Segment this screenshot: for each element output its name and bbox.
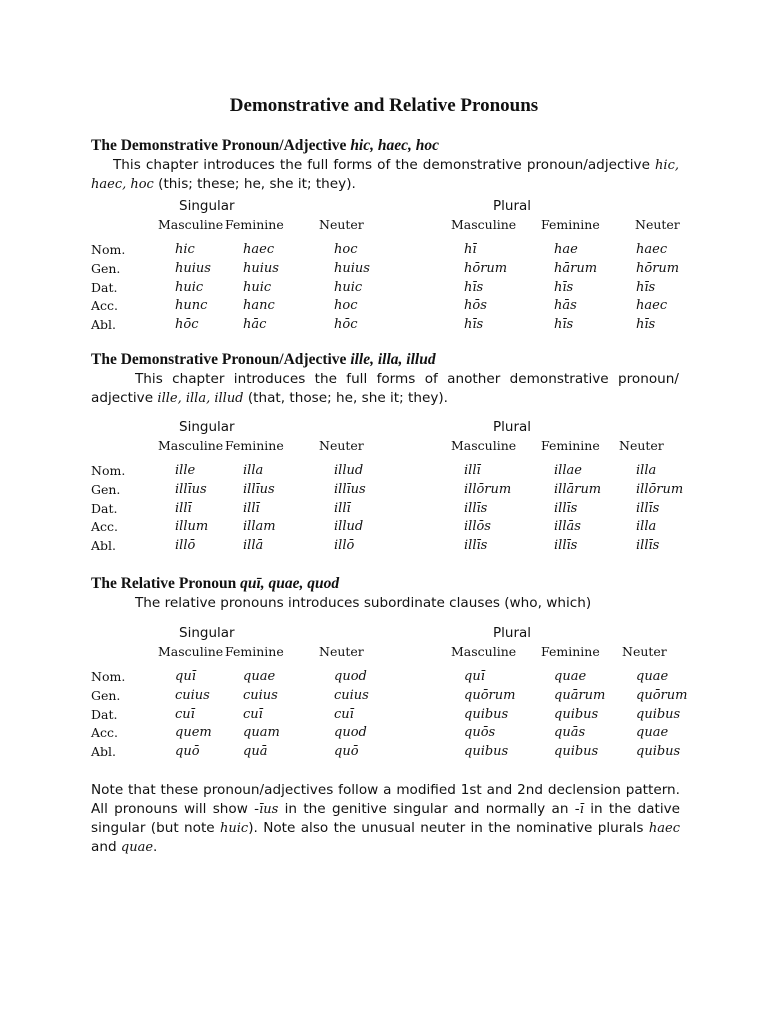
form-cell: quō: [175, 744, 200, 760]
form-cell: illud: [334, 519, 364, 535]
case-label: Abl.: [91, 744, 116, 760]
form-cell: quibus: [636, 706, 681, 722]
form-cell: hīs: [636, 317, 656, 333]
form-cell: illam: [243, 519, 276, 535]
form-cell: illa: [636, 519, 657, 535]
closing-note: Note that these pronoun/adjectives follow a modified 1st and 2nd declension pattern. All pronouns will show -īus in the genitive singular and normally an -ī in the dative singular (but note huic). Note also the unusual neuter in the nominative plurals haec and quae.: [91, 782, 681, 855]
form-cell: hoc: [334, 298, 358, 314]
form-cell: huius: [334, 260, 370, 276]
form-cell: illīs: [554, 500, 578, 516]
form-cell: quem: [175, 725, 212, 741]
form-cell: quae: [636, 725, 669, 741]
form-cell: hōc: [175, 317, 199, 333]
form-cell: illī: [175, 500, 192, 516]
section-heading: The Demonstrative Pronoun/Adjective hic, haec, hoc: [91, 137, 439, 154]
form-cell: illae: [554, 463, 582, 478]
section-intro: This chapter introduces the full forms of another demonstrative pronoun/ adjective ille, illa, illud (that, those; he, she it; they).: [91, 371, 679, 406]
case-label: Abl.: [91, 317, 116, 333]
form-cell: hīs: [554, 317, 574, 333]
form-cell: hunc: [175, 298, 208, 314]
form-cell: illī: [464, 463, 481, 478]
column-header-feminine: Feminine: [225, 217, 284, 232]
form-cell: quibus: [554, 706, 599, 722]
form-cell: haec: [636, 242, 668, 257]
section-heading: The Relative Pronoun quī, quae, quod: [91, 575, 340, 592]
column-header-masculine: Masculine: [158, 217, 224, 232]
case-label: Acc.: [91, 519, 119, 535]
page-title: Demonstrative and Relative Pronouns: [229, 95, 539, 116]
form-cell: illa: [636, 463, 657, 478]
section-qui: [91, 574, 679, 613]
form-cell: illō: [334, 538, 355, 554]
form-cell: quī: [464, 669, 485, 684]
form-cell: huic: [243, 279, 272, 295]
case-label: Dat.: [91, 706, 118, 722]
column-header-masculine: Masculine: [451, 217, 517, 232]
form-cell: huius: [175, 260, 211, 276]
form-cell: hārum: [554, 260, 598, 276]
case-label: Nom.: [91, 242, 126, 257]
column-header-masculine: Masculine: [158, 438, 224, 453]
form-cell: hōrum: [464, 260, 508, 276]
section-intro: This chapter introduces the full forms of the demonstrative pronoun/adjective hic, haec, hoc (this; these; he, she it; they).: [91, 157, 679, 192]
form-cell: quae: [636, 669, 669, 684]
plural-label: Plural: [493, 419, 532, 435]
form-cell: huic: [175, 279, 204, 295]
form-cell: illa: [243, 463, 264, 478]
case-label: Acc.: [91, 298, 119, 314]
form-cell: quae: [554, 669, 587, 684]
form-cell: hīs: [554, 279, 574, 295]
form-cell: hīs: [636, 279, 656, 295]
form-cell: huius: [243, 260, 279, 276]
form-cell: illōrum: [464, 481, 512, 497]
form-cell: quō: [334, 744, 359, 760]
form-cell: huic: [334, 279, 363, 295]
form-cell: cuius: [243, 687, 278, 703]
form-cell: hanc: [243, 298, 275, 314]
form-cell: quārum: [554, 687, 606, 703]
form-cell: cuī: [334, 706, 354, 722]
form-cell: quam: [243, 725, 280, 741]
column-header-feminine: Feminine: [225, 644, 284, 659]
case-label: Dat.: [91, 279, 118, 295]
form-cell: quibus: [464, 744, 509, 760]
form-cell: hās: [554, 298, 577, 314]
singular-label: Singular: [179, 419, 235, 435]
singular-label: Singular: [179, 625, 235, 641]
form-cell: illārum: [554, 481, 602, 497]
form-cell: illōs: [464, 519, 491, 535]
form-cell: ille: [175, 463, 196, 478]
form-cell: illīus: [334, 481, 366, 497]
column-header-neuter: Neuter: [319, 438, 364, 453]
column-header-neuter: Neuter: [619, 438, 664, 453]
form-cell: cuius: [175, 687, 210, 703]
form-cell: quae: [243, 669, 276, 684]
form-cell: cuius: [334, 687, 369, 703]
form-cell: illīs: [636, 500, 660, 516]
form-cell: illōrum: [636, 481, 684, 497]
column-header-neuter: Neuter: [635, 217, 680, 232]
form-cell: haec: [243, 242, 275, 257]
form-cell: quās: [554, 725, 586, 741]
form-cell: illās: [554, 519, 581, 535]
form-cell: illīus: [175, 481, 207, 497]
column-header-feminine: Feminine: [541, 217, 600, 232]
form-cell: illō: [175, 538, 196, 554]
section-ille: [91, 350, 679, 408]
form-cell: quibus: [464, 706, 509, 722]
column-header-feminine: Feminine: [225, 438, 284, 453]
singular-label: Singular: [179, 198, 235, 214]
section-hic: [91, 136, 679, 194]
form-cell: hic: [175, 242, 195, 257]
form-cell: illīs: [464, 538, 488, 554]
column-header-neuter: Neuter: [622, 644, 667, 659]
column-header-masculine: Masculine: [451, 644, 517, 659]
form-cell: illum: [175, 519, 209, 535]
form-cell: illīs: [464, 500, 488, 516]
form-cell: hōrum: [636, 260, 680, 276]
form-cell: quī: [175, 669, 196, 684]
form-cell: illī: [334, 500, 351, 516]
column-header-neuter: Neuter: [319, 644, 364, 659]
form-cell: quibus: [636, 744, 681, 760]
form-cell: hae: [554, 242, 578, 257]
form-cell: quōrum: [636, 687, 688, 703]
form-cell: quibus: [554, 744, 599, 760]
plural-label: Plural: [493, 625, 532, 641]
form-cell: hōc: [334, 317, 358, 333]
case-label: Gen.: [91, 687, 121, 703]
form-cell: hāc: [243, 317, 267, 333]
form-cell: quōs: [464, 725, 496, 741]
section-heading: The Demonstrative Pronoun/Adjective ille, illa, illud: [91, 351, 436, 368]
column-header-feminine: Feminine: [541, 438, 600, 453]
form-cell: quod: [334, 669, 367, 684]
case-label: Nom.: [91, 463, 126, 478]
column-header-masculine: Masculine: [451, 438, 517, 453]
form-cell: quā: [243, 744, 268, 760]
form-cell: hoc: [334, 242, 358, 257]
form-cell: hī: [464, 242, 477, 257]
column-header-masculine: Masculine: [158, 644, 224, 659]
case-label: Dat.: [91, 500, 118, 516]
form-cell: haec: [636, 298, 668, 314]
case-label: Gen.: [91, 260, 121, 276]
case-label: Gen.: [91, 481, 121, 497]
form-cell: quōrum: [464, 687, 516, 703]
plural-label: Plural: [493, 198, 532, 214]
form-cell: illīus: [243, 481, 275, 497]
form-cell: cuī: [175, 706, 195, 722]
form-cell: illīs: [554, 538, 578, 554]
column-header-neuter: Neuter: [319, 217, 364, 232]
form-cell: quod: [334, 725, 367, 741]
form-cell: hīs: [464, 279, 484, 295]
column-header-feminine: Feminine: [541, 644, 600, 659]
section-intro: The relative pronouns introduces subordinate clauses (who, which): [135, 595, 592, 611]
case-label: Acc.: [91, 725, 119, 741]
form-cell: hīs: [464, 317, 484, 333]
form-cell: hōs: [464, 298, 487, 314]
form-cell: illud: [334, 463, 364, 478]
form-cell: illī: [243, 500, 260, 516]
case-label: Nom.: [91, 669, 126, 684]
form-cell: illā: [243, 538, 264, 554]
form-cell: cuī: [243, 706, 263, 722]
case-label: Abl.: [91, 538, 116, 554]
form-cell: illīs: [636, 538, 660, 554]
